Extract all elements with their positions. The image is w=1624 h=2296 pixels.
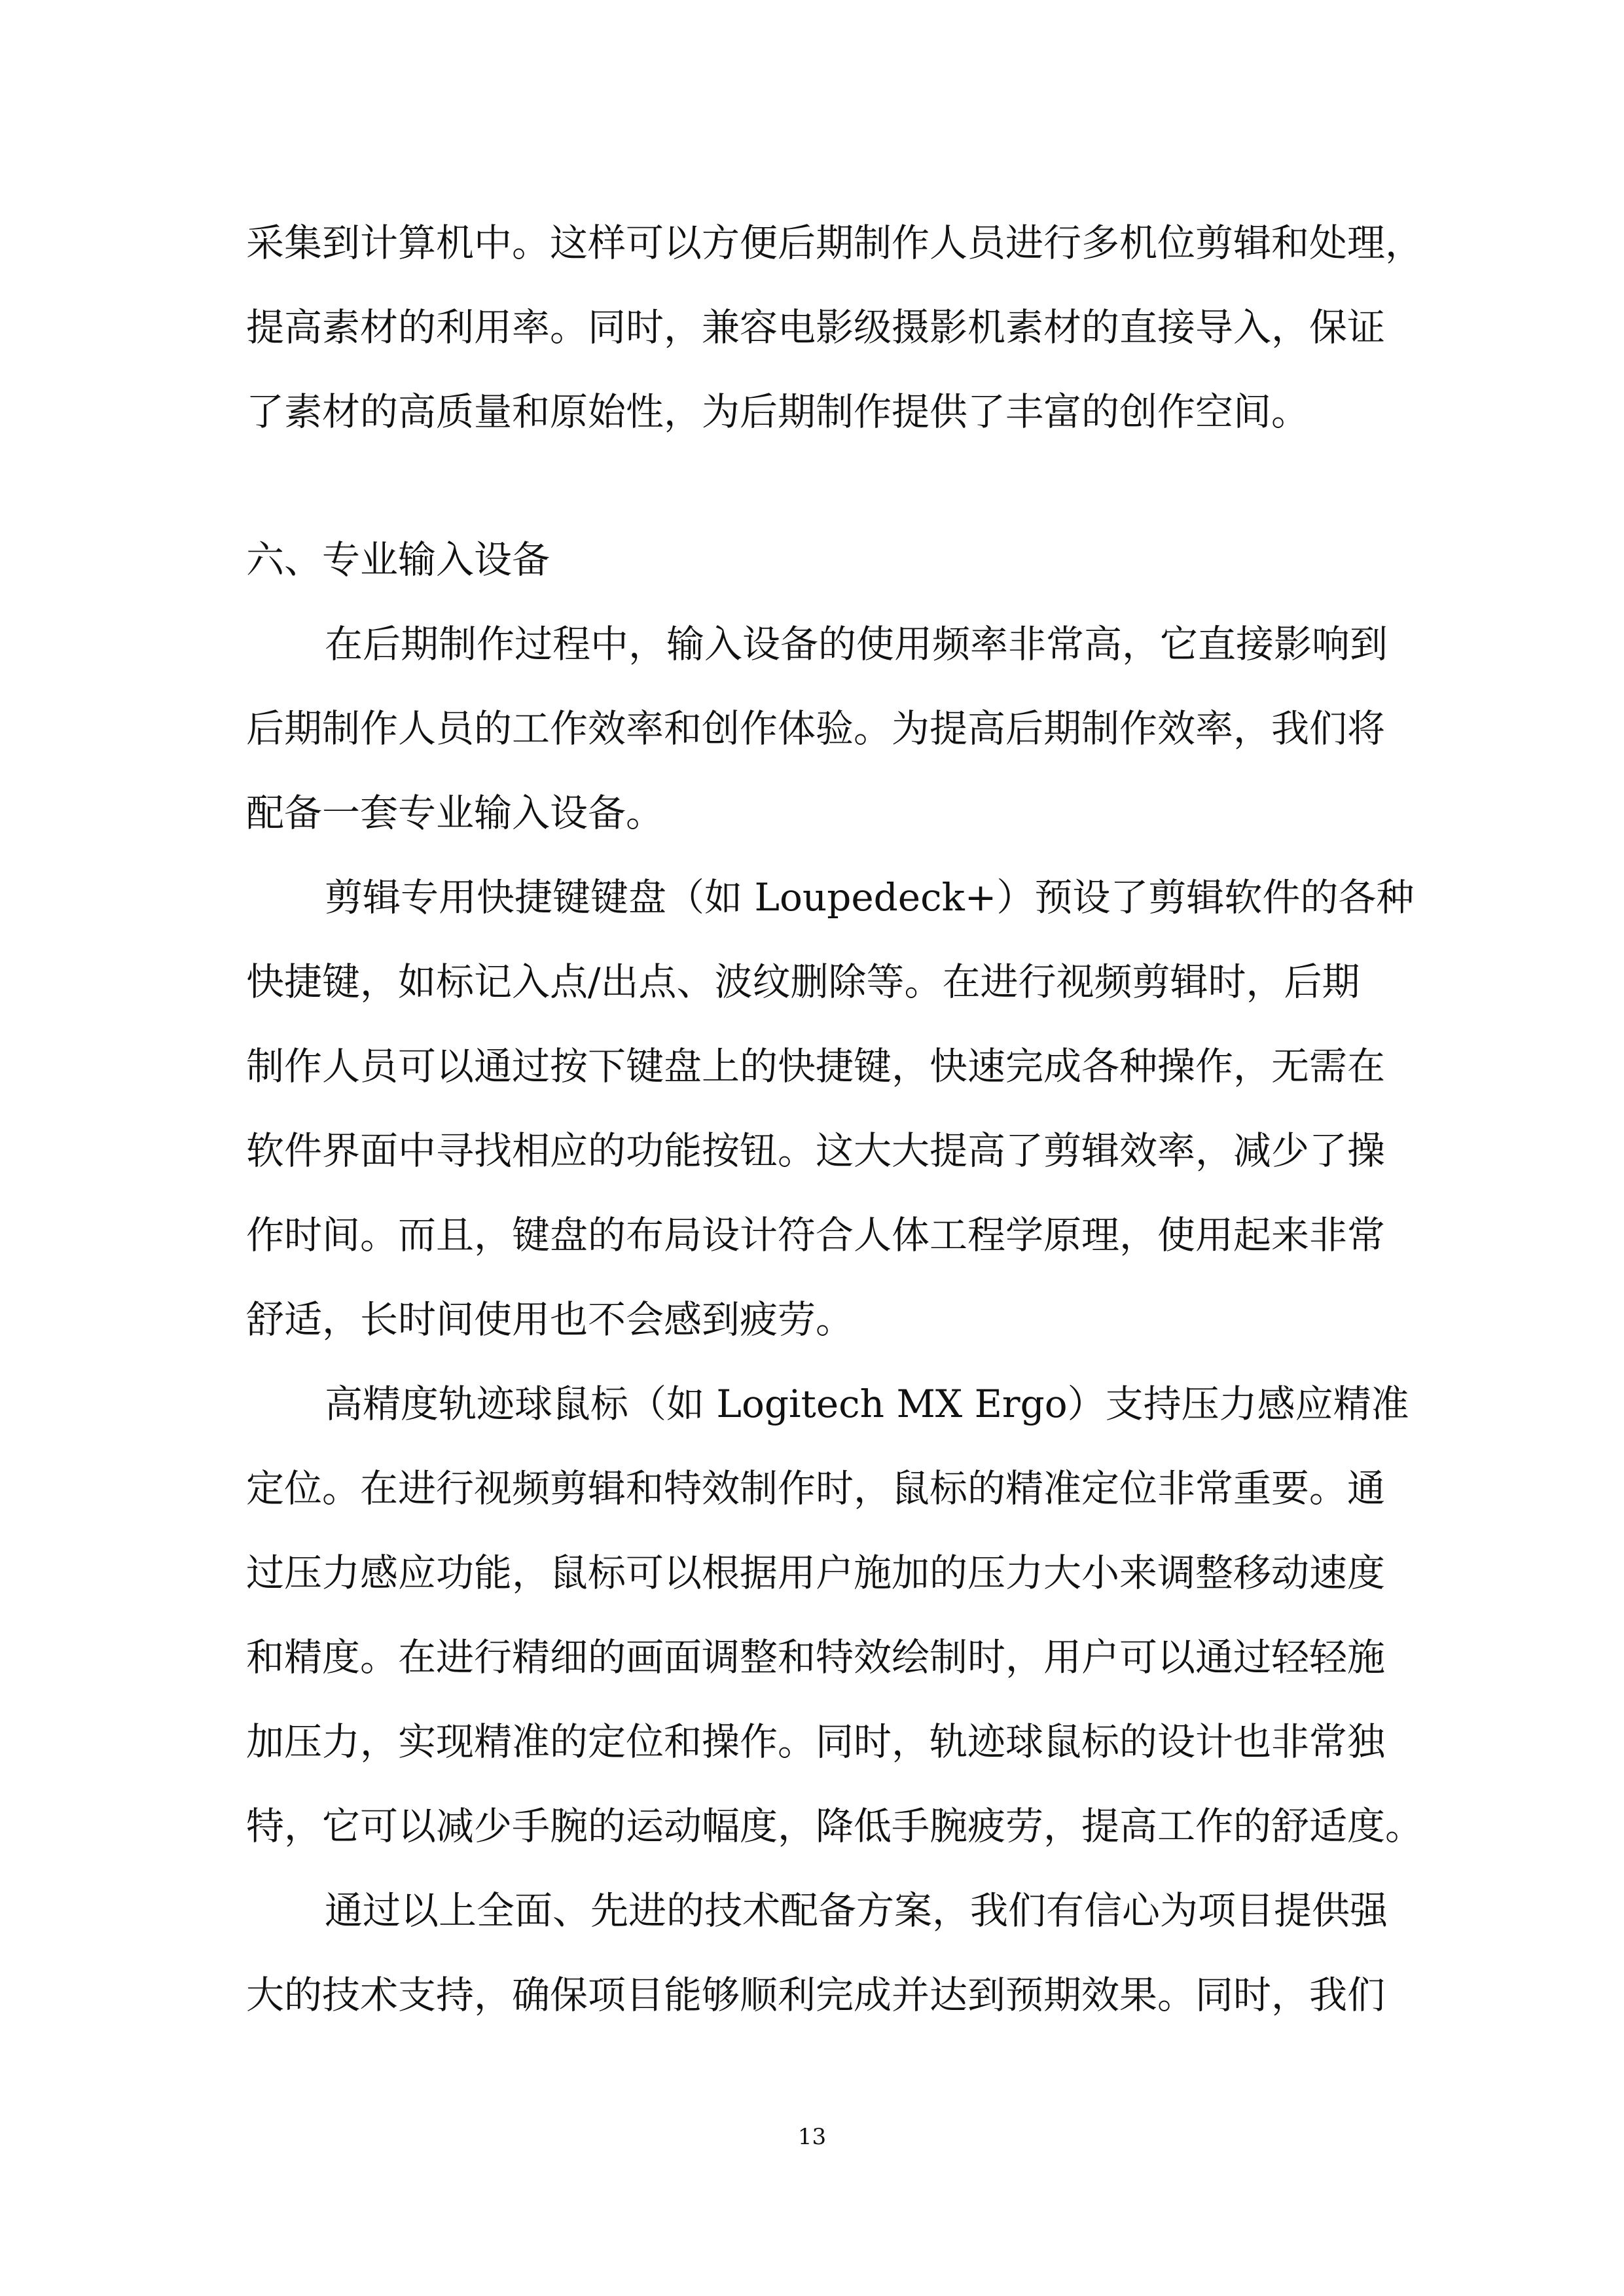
text-line: 特，它可以减少手腕的运动幅度，降低手腕疲劳，提高工作的舒适度。	[246, 1804, 1424, 1848]
text-line: 剪辑专用快捷键键盘（如 Loupedeck+）预设了剪辑软件的各种	[325, 875, 1415, 920]
text-line: 高精度轨迹球鼠标（如 Logitech MX Ergo）支持压力感应精准	[325, 1382, 1409, 1426]
text-line: 作时间。而且，键盘的布局设计符合人体工程学原理，使用起来非常	[246, 1213, 1386, 1257]
text-line: 定位。在进行视频剪辑和特效制作时，鼠标的精准定位非常重要。通	[246, 1466, 1386, 1511]
text-line: 在后期制作过程中，输入设备的使用频率非常高，它直接影响到	[325, 622, 1388, 666]
text-line: 舒适，长时间使用也不会感到疲劳。	[246, 1297, 854, 1342]
text-line: 配备一套专业输入设备。	[246, 791, 664, 835]
page-number: 13	[797, 2124, 827, 2150]
text-line: 大的技术支持，确保项目能够顺利完成并达到预期效果。同时，我们	[246, 1973, 1386, 2017]
text-line: 提高素材的利用率。同时，兼容电影级摄影机素材的直接导入，保证	[246, 305, 1386, 350]
text-line: 快捷键，如标记入点/出点、波纹删除等。在进行视频剪辑时，后期	[246, 960, 1360, 1004]
text-line: 和精度。在进行精细的画面调整和特效绘制时，用户可以通过轻轻施	[246, 1635, 1386, 1679]
text-line: 加压力，实现精准的定位和操作。同时，轨迹球鼠标的设计也非常独	[246, 1719, 1386, 1764]
text-line: 采集到计算机中。这样可以方便后期制作人员进行多机位剪辑和处理，	[246, 221, 1424, 265]
text-line: 通过以上全面、先进的技术配备方案，我们有信心为项目提供强	[325, 1888, 1388, 1933]
text-line: 了素材的高质量和原始性，为后期制作提供了丰富的创作空间。	[246, 389, 1310, 434]
text-line: 软件界面中寻找相应的功能按钮。这大大提高了剪辑效率，减少了操	[246, 1128, 1386, 1173]
text-line: 过压力感应功能，鼠标可以根据用户施加的压力大小来调整移动速度	[246, 1551, 1386, 1595]
text-line: 后期制作人员的工作效率和创作体验。为提高后期制作效率，我们将	[246, 706, 1386, 751]
section-heading: 六、专业输入设备	[246, 537, 550, 582]
text-line: 制作人员可以通过按下键盘上的快捷键，快速完成各种操作，无需在	[246, 1044, 1386, 1088]
